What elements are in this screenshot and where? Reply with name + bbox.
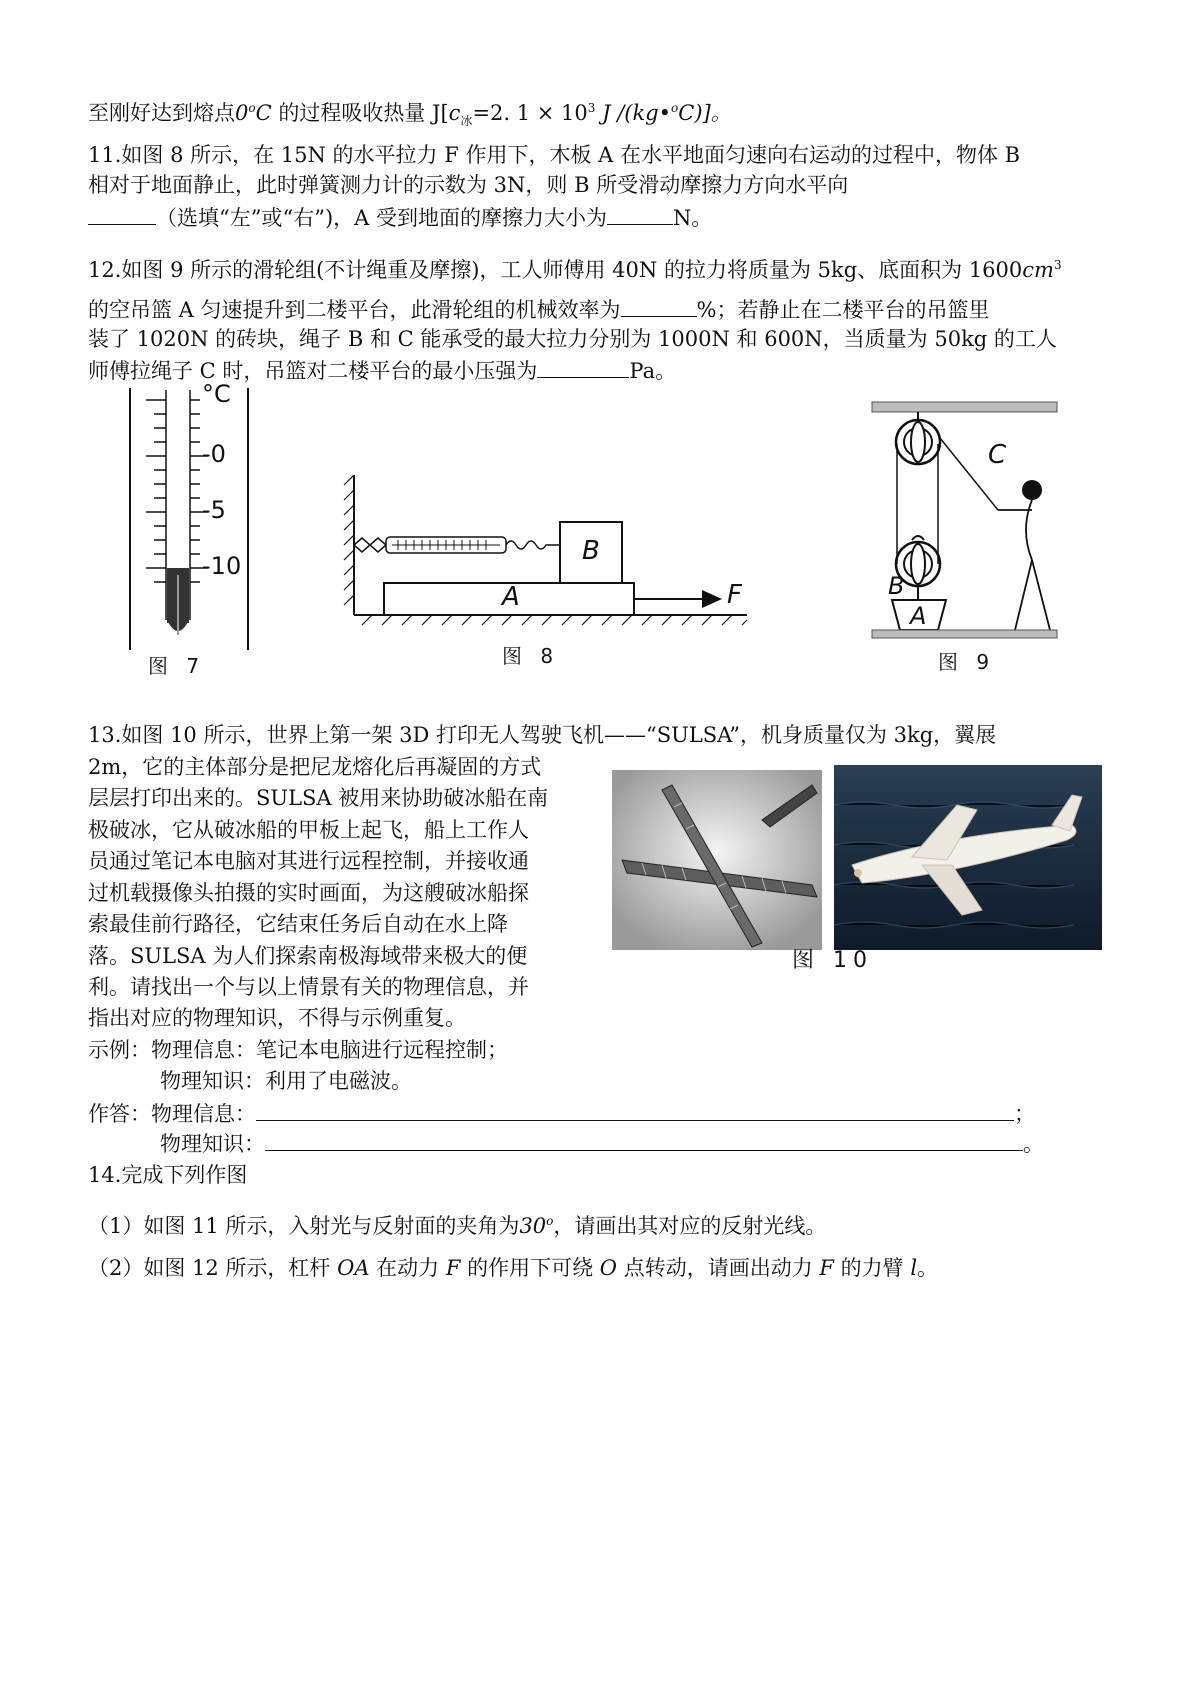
q13-text-line: 极破冰，它从破冰船的甲板上起飞，船上工作人 [88,818,529,842]
example-info: 示例：物理信息：笔记本电脑进行远程控制； [88,1038,508,1062]
figure-8-caption: 图 8 [502,644,560,668]
q11-line3 [88,202,712,233]
q13-text-line: 落。SULSA 为人们探索南极海域带来极大的便 [88,944,528,968]
lever-arm-l: l [910,1256,918,1280]
q10-tail-line [88,93,732,136]
force-f: F [819,1256,834,1280]
q14-item1-text: （1）如图 11 所示，入射光与反射面的夹角为 [88,1214,520,1238]
q10-text-b: 的过程吸收热量 J[ [271,101,449,125]
tick-value: 0 [210,440,226,468]
thermometer-tick-0 [202,440,226,468]
pulley-drawing [870,400,1075,685]
answer-knowledge-line [160,1128,1044,1159]
thermometer-tick-10 [202,552,241,580]
answer-info-end: ； [1014,1102,1035,1126]
lever-oa: OA [337,1256,370,1280]
answer-info-line [88,1098,1035,1129]
q12-line4-unit: Pa。 [629,359,677,383]
answer-blank-friction[interactable] [607,202,673,225]
area-unit: cm [1022,258,1054,282]
board-a-label: A [502,582,520,612]
answer-info-blank[interactable] [256,1098,1014,1121]
q13-text-line: 层层打印出来的。SULSA 被用来协助破冰船在南 [88,786,549,810]
specific-heat-subscript: 冰 [460,114,473,129]
q14-item1 [88,1206,826,1241]
degree-mark: o [248,101,256,115]
q11-line3-unit: N。 [672,206,713,230]
thermometer-unit-label: °C [202,380,231,408]
q13-text-line: 过机载摄像头拍摄的实时画面，为这艘破冰船探 [88,881,529,905]
block-b-label: B [582,536,600,566]
answer-knowledge-end: 。 [1023,1132,1044,1156]
q11-line2: 相对于地面静止，此时弹簧测力计的示数为 3N，则 B 所受滑动摩擦力方向水平向 [88,173,849,197]
q13-text-line: 2m，它的主体部分是把尼龙熔化后再凝固的方式 [88,755,542,779]
tick-value: 5 [210,496,226,524]
exponent: 3 [587,101,596,115]
specific-heat-value: =2. 1 × 10 [472,101,588,125]
answer-knowledge-blank[interactable] [265,1128,1023,1151]
unit-c: C [255,101,272,125]
q14-item2-end: 。 [917,1256,939,1280]
q11-line3-text: （选填“左”或“右”)，A 受到地面的摩擦力大小为 [156,206,607,230]
figure-8-spring-scale [342,470,752,680]
figure-7-caption: 图 7 [148,654,206,678]
figure-9-caption: 图 9 [938,650,996,674]
rope-b-label: B [888,572,905,600]
angle-degree: o [546,1214,554,1228]
figure-10-caption: 图 10 [792,948,873,973]
answer-blank-efficiency[interactable] [621,294,697,317]
pivot-o: O [599,1256,618,1280]
answer-blank-pressure[interactable] [537,355,629,378]
specific-heat-symbol: c [448,101,461,125]
minus-sign: - [202,552,211,580]
area-unit-exponent: 3 [1053,258,1062,272]
force-f: F [445,1256,461,1280]
figure-10-photos [612,765,1102,975]
q13-text-line: 员通过笔记本电脑对其进行远程控制，并接收通 [88,849,529,873]
q14-title: 14.完成下列作图 [88,1163,248,1187]
q12-line2 [88,294,989,325]
example-knowledge: 物理知识：利用了电磁波。 [160,1069,412,1093]
q14-item2-text: （2）如图 12 所示，杠杆 [88,1256,338,1280]
rope-c-label: C [988,440,1007,470]
q14-item1-text-b: ，请画出其对应的反射光线。 [553,1214,827,1238]
tick-value: 10 [210,552,242,580]
q13-text-line: 指出对应的物理知识，不得与示例重复。 [88,1006,466,1030]
angle-value: 30 [519,1214,547,1238]
q13-text-line: 索最佳前行路径，它结束任务后自动在水上降 [88,912,508,936]
unit-text: J /(kg• [595,101,672,125]
q12-line2-text-b: %；若静止在二楼平台的吊篮里 [696,298,990,322]
basket-a-label: A [910,602,927,630]
q12-line4-text: 师傅拉绳子 C 时，吊篮对二楼平台的最小压强为 [88,359,538,383]
q12-line3: 装了 1020N 的砖块，绳子 B 和 C 能承受的最大拉力分别为 1000N 和 600N，当质量为 50kg 的工人 [88,327,1057,351]
q14-item2-text: 的力臂 [833,1256,911,1280]
q12-line1 [88,250,1062,285]
melting-temp: 0 [235,101,249,125]
thermometer-drawing [118,380,268,685]
q14-item2-text: 的作用下可绕 [460,1256,600,1280]
q14-item2-text: 点转动，请画出动力 [617,1256,820,1280]
q12-line2-text: 的空吊篮 A 匀速提升到二楼平台，此滑轮组的机械效率为 [88,298,621,322]
q11-line1: 11.如图 8 所示，在 15N 的水平拉力 F 作用下，木板 A 在水平地面匀速向右运动的过程中，物体 B [88,143,1021,167]
q14-item2-text: 在动力 [369,1256,446,1280]
q14-item2 [88,1253,938,1283]
unit-degree: o [671,101,679,115]
unit-end: C)]。 [678,101,732,125]
minus-sign: - [202,496,211,524]
answer-info-label: 作答：物理信息： [88,1102,256,1126]
force-f-label: F [727,580,742,610]
q13-line1: 13.如图 10 所示，世界上第一架 3D 打印无人驾驶飞机——“SULSA”，机身质量仅为 3kg，翼展 [88,723,997,747]
answer-blank-direction[interactable] [88,202,156,225]
thermometer-tick-5 [202,496,226,524]
q10-text: 至刚好达到熔点 [88,101,235,125]
figure-7-thermometer [118,380,268,685]
q13-text-line: 利。请找出一个与以上情景有关的物理信息，并 [88,975,529,999]
figure-9-pulley [870,400,1075,685]
minus-sign: - [202,440,211,468]
answer-knowledge-label: 物理知识： [160,1132,265,1156]
q12-line1-text: 12.如图 9 所示的滑轮组(不计绳重及摩擦)，工人师傅用 40N 的拉力将质量为 5kg、底面积为 1600 [88,258,1023,282]
